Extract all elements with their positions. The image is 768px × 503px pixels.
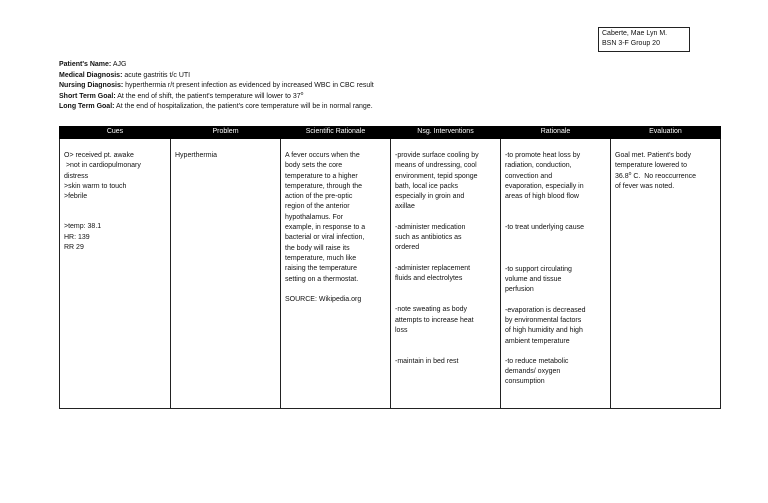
rationale-line: of high humidity and high xyxy=(505,327,583,335)
rationale-line: -to reduce metabolic xyxy=(505,357,569,365)
rationale xyxy=(505,306,607,347)
student-name: Caberte, Mae Lyn M. xyxy=(602,30,668,37)
rationale-line: demands/ oxygen xyxy=(505,368,561,376)
rationale-line: by environmental factors xyxy=(505,316,582,324)
table-header-row xyxy=(60,127,721,139)
patient-info xyxy=(59,60,374,113)
scientific-rationale-line: raising the temperature xyxy=(285,265,357,273)
cue-line: RR 29 xyxy=(64,244,84,252)
header-scientific-rationale: Scientific Rationale xyxy=(281,127,391,139)
intervention-line: such as antibiotics as xyxy=(395,234,462,242)
cue-line: O> received pt. awake xyxy=(64,152,134,159)
patient-name-row xyxy=(59,60,374,71)
scientific-rationale-cell xyxy=(281,139,391,409)
rationale-line: volume and tissue xyxy=(505,276,562,284)
rationale-line: perfusion xyxy=(505,286,534,294)
rationale-line: -to support circulating xyxy=(505,265,572,273)
rationale-cell xyxy=(501,139,611,409)
scientific-rationale-line: the body will raise its xyxy=(285,244,350,252)
rationale-line: consumption xyxy=(505,378,545,386)
medical-diagnosis-row xyxy=(59,71,374,82)
intervention-line: -administer replacement xyxy=(395,264,471,272)
evaluation-line: Goal met. Patient's body xyxy=(615,152,692,159)
cue-line: distress xyxy=(64,172,89,180)
problem-cell xyxy=(171,139,281,409)
scientific-rationale-line: body sets the core xyxy=(285,162,343,170)
scientific-rationale-line: bacterial or viral infection, xyxy=(285,234,365,242)
interventions-list xyxy=(395,151,497,367)
intervention-line: -provide surface cooling by xyxy=(395,152,479,159)
evaluation-line xyxy=(615,172,717,182)
header-cues: Cues xyxy=(60,127,171,139)
scientific-rationale-line: example, in response to a xyxy=(285,224,366,232)
scientific-rationale-line: region of the anterior xyxy=(285,203,350,211)
evaluation-line: of fever was noted. xyxy=(615,182,675,190)
intervention-line: loss xyxy=(395,326,408,334)
intervention-line: ordered xyxy=(395,244,420,252)
scientific-rationale-line: A fever occurs when the xyxy=(285,152,360,159)
scientific-rationale-line: hypothalamus. For xyxy=(285,213,343,221)
scientific-rationale-line: action of the pre-optic xyxy=(285,193,353,201)
scientific-rationale-line: setting on a thermostat. xyxy=(285,275,359,283)
intervention-line: bath, local ice packs xyxy=(395,182,459,190)
degree-sup: o xyxy=(300,90,304,97)
rationale-line: convection and xyxy=(505,172,553,180)
header-nsg-interventions: Nsg. Interventions xyxy=(391,127,501,139)
intervention-line: fluids and electrolytes xyxy=(395,274,463,282)
rationale-line: evaporation, especially in xyxy=(505,182,584,190)
rationale-line: radiation, conduction, xyxy=(505,162,572,170)
long-term-goal-row xyxy=(59,102,374,113)
intervention-line: axillae xyxy=(395,203,415,211)
evaluation-temp: 36.8 xyxy=(615,172,629,180)
table-row xyxy=(60,139,721,409)
student-section: BSN 3-F Group 20 xyxy=(602,40,660,47)
rationale xyxy=(505,265,607,296)
care-plan-table xyxy=(59,126,721,409)
rationale xyxy=(505,151,607,202)
interventions-cell xyxy=(391,139,501,409)
evaluation-temp-unit: C. No reoccurrence xyxy=(631,172,696,180)
patient-name-label: Patient's Name: xyxy=(59,61,112,68)
patient-name-value: AJG xyxy=(112,61,127,68)
intervention xyxy=(395,357,497,367)
short-term-goal-row xyxy=(59,92,374,103)
rationale xyxy=(505,357,607,388)
long-term-goal-value: At the end of hospitalization, the patient's core temperature will be in normal range. xyxy=(116,103,373,110)
rationale-list xyxy=(505,151,607,388)
intervention-line: -note sweating as body xyxy=(395,306,467,314)
intervention-line: means of undressing, cool xyxy=(395,162,477,170)
source-text: SOURCE: Wikipedia.org xyxy=(285,295,362,303)
rationale-line: ambient temperature xyxy=(505,337,570,345)
rationale-line: -evaporation is decreased xyxy=(505,306,586,314)
cue-line: >not in cardiopulmonary xyxy=(64,162,141,170)
header-rationale: Rationale xyxy=(501,127,611,139)
scientific-rationale-line: temperature, much like xyxy=(285,254,357,262)
intervention xyxy=(395,151,497,213)
nursing-diagnosis-value: hyperthermia r/t present infection as evidenced by increased WBC in CBC result xyxy=(125,82,374,89)
cue-line: >skin warm to touch xyxy=(64,182,127,190)
intervention-line: especially in groin and xyxy=(395,193,465,201)
scientific-rationale-line: temperature to a higher xyxy=(285,172,358,180)
scientific-rationale-text xyxy=(285,151,387,285)
cue-line: >temp: 38.1 xyxy=(64,223,102,231)
header-evaluation: Evaluation xyxy=(611,127,721,139)
rationale xyxy=(505,223,607,233)
intervention-line: -administer medication xyxy=(395,223,466,231)
rationale-line: -to promote heat loss by xyxy=(505,152,581,159)
intervention-line: attempts to increase heat xyxy=(395,316,474,324)
intervention xyxy=(395,305,497,336)
scientific-rationale-line: temperature, through the xyxy=(285,182,363,190)
rationale-line: -to treat underlying cause xyxy=(505,224,584,232)
nursing-diagnosis-label: Nursing Diagnosis: xyxy=(59,82,124,89)
intervention xyxy=(395,223,497,254)
problem-text: Hyperthermia xyxy=(175,152,218,159)
degree-sup: o xyxy=(628,170,632,177)
rationale-line: areas of high blood flow xyxy=(505,193,579,201)
medical-diagnosis-value: acute gastritis t/c UTI xyxy=(124,71,191,79)
header-problem: Problem xyxy=(171,127,281,139)
intervention xyxy=(395,264,497,285)
intervention-line: environment, tepid sponge xyxy=(395,172,478,180)
short-term-goal-value: At the end of shift, the patient's temperature will lower to 37 xyxy=(117,92,301,100)
short-term-goal-label: Short Term Goal: xyxy=(59,92,116,100)
evaluation-line: temperature lowered to xyxy=(615,162,687,170)
medical-diagnosis-label: Medical Diagnosis: xyxy=(59,71,123,79)
long-term-goal-label: Long Term Goal: xyxy=(59,103,115,110)
cue-line: >febrile xyxy=(64,193,88,201)
nursing-diagnosis-row xyxy=(59,81,374,92)
cues-cell xyxy=(60,139,171,409)
evaluation-cell xyxy=(611,139,721,409)
intervention-line: -maintain in bed rest xyxy=(395,358,459,366)
student-id-box xyxy=(598,27,690,52)
cue-line: HR: 139 xyxy=(64,233,90,241)
